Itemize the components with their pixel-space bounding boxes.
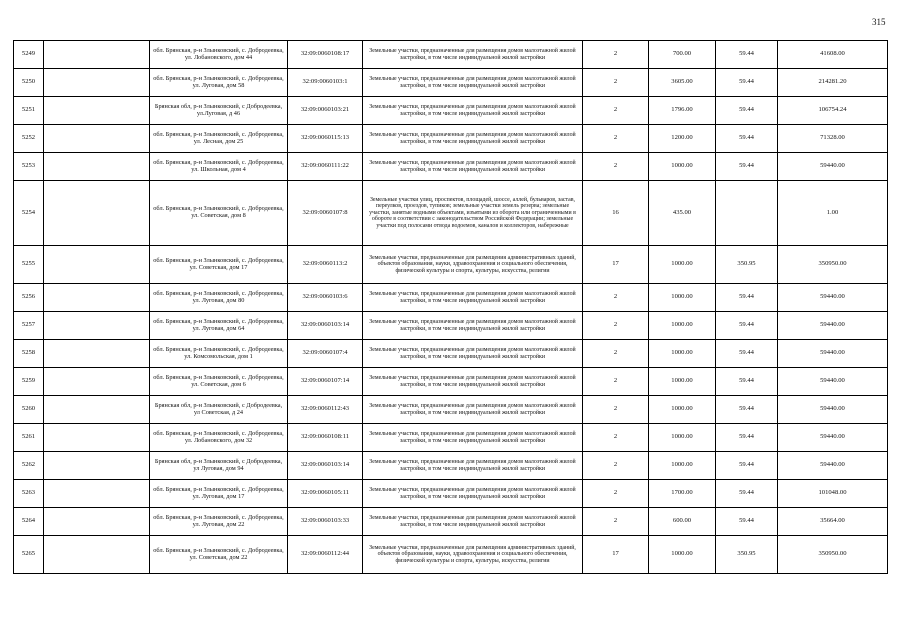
empty-cell [44, 41, 150, 69]
land-use-cell: Земельные участки, предназначенные для размещения домов малоэтажной жилой застройки, в том числе индивидуальной жилой застройки [363, 508, 583, 536]
table-row [14, 181, 888, 246]
row-number-cell: 5249 [14, 41, 44, 69]
area-cell: 700.00 [649, 41, 716, 69]
specific-value-cell: 59.44 [716, 424, 778, 452]
row-number-cell: 5261 [14, 424, 44, 452]
use-group-cell: 2 [583, 480, 649, 508]
area-cell: 1000.00 [649, 153, 716, 181]
use-group-cell: 2 [583, 153, 649, 181]
row-number-cell: 5259 [14, 368, 44, 396]
area-cell: 1000.00 [649, 312, 716, 340]
row-number-cell: 5262 [14, 452, 44, 480]
table-row [14, 424, 888, 452]
row-number-cell: 5264 [14, 508, 44, 536]
empty-cell [44, 246, 150, 284]
cadastral-value-cell: 35664.00 [778, 508, 888, 536]
cadastral-number-cell: 32:09:0060112:44 [288, 536, 363, 574]
specific-value-cell: 59.44 [716, 69, 778, 97]
table-row [14, 69, 888, 97]
row-number-cell: 5256 [14, 284, 44, 312]
table-row [14, 284, 888, 312]
address-cell: обл. Брянская, р-н Злынковский, с. Добродеевка, ул. Советская, дом 6 [150, 368, 288, 396]
area-cell: 1200.00 [649, 125, 716, 153]
land-plot-table [13, 40, 888, 574]
area-cell: 1000.00 [649, 452, 716, 480]
cadastral-value-cell: 59440.00 [778, 424, 888, 452]
cadastral-value-cell: 59440.00 [778, 396, 888, 424]
specific-value-cell: 59.44 [716, 452, 778, 480]
land-use-cell: Земельные участки, предназначенные для размещения домов малоэтажной жилой застройки, в том числе индивидуальной жилой застройки [363, 153, 583, 181]
use-group-cell: 2 [583, 508, 649, 536]
cadastral-value-cell: 59440.00 [778, 312, 888, 340]
use-group-cell: 2 [583, 396, 649, 424]
address-cell: обл. Брянская, р-н Злынковский, с. Добродеевка, ул. Комсомольская, дом 1 [150, 340, 288, 368]
row-number-cell: 5263 [14, 480, 44, 508]
use-group-cell: 2 [583, 284, 649, 312]
cadastral-number-cell: 32:09:0060107:4 [288, 340, 363, 368]
cadastral-number-cell: 32:09:0060105:11 [288, 480, 363, 508]
page-number: 315 [872, 17, 886, 27]
empty-cell [44, 536, 150, 574]
area-cell: 3605.00 [649, 69, 716, 97]
row-number-cell: 5258 [14, 340, 44, 368]
land-use-cell: Земельные участки, предназначенные для размещения домов малоэтажной жилой застройки, в том числе индивидуальной жилой застройки [363, 97, 583, 125]
specific-value-cell: 59.44 [716, 368, 778, 396]
address-cell: обл. Брянская, р-н Злынковский, с. Добродеевка, ул. Советская, дом 8 [150, 181, 288, 246]
empty-cell [44, 284, 150, 312]
use-group-cell: 2 [583, 97, 649, 125]
specific-value-cell: 350.95 [716, 246, 778, 284]
cadastral-number-cell: 32:09:0060103:33 [288, 508, 363, 536]
land-use-cell: Земельные участки, предназначенные для размещения домов малоэтажной жилой застройки, в том числе индивидуальной жилой застройки [363, 41, 583, 69]
cadastral-number-cell: 32:09:0060103:1 [288, 69, 363, 97]
land-use-cell: Земельные участки, предназначенные для размещения административных зданий, объектов образования, науки, здравоохранения и социального обеспечения, физической культуры и спорта, культуры, искусства, религии [363, 246, 583, 284]
area-cell: 1000.00 [649, 536, 716, 574]
address-cell: обл. Брянская, р-н Злынковский, с. Добродеевка, ул. Советская, дом 17 [150, 246, 288, 284]
land-use-cell: Земельные участки, предназначенные для размещения домов малоэтажной жилой застройки, в том числе индивидуальной жилой застройки [363, 125, 583, 153]
cadastral-number-cell: 32:09:0060107:8 [288, 181, 363, 246]
specific-value-cell: 59.44 [716, 153, 778, 181]
row-number-cell: 5257 [14, 312, 44, 340]
row-number-cell: 5250 [14, 69, 44, 97]
use-group-cell: 2 [583, 312, 649, 340]
cadastral-value-cell: 71328.00 [778, 125, 888, 153]
row-number-cell: 5265 [14, 536, 44, 574]
use-group-cell: 2 [583, 452, 649, 480]
cadastral-number-cell: 32:09:0060103:6 [288, 284, 363, 312]
empty-cell [44, 508, 150, 536]
address-cell: обл. Брянская, р-н Злынковский, с. Добродеевка, ул. Школьная, дом 4 [150, 153, 288, 181]
row-number-cell: 5254 [14, 181, 44, 246]
empty-cell [44, 340, 150, 368]
land-use-cell: Земельные участки, предназначенные для размещения домов малоэтажной жилой застройки, в том числе индивидуальной жилой застройки [363, 368, 583, 396]
land-use-cell: Земельные участки, предназначенные для размещения домов малоэтажной жилой застройки, в том числе индивидуальной жилой застройки [363, 452, 583, 480]
address-cell: Брянская обл, р-н Злынковский, с Добродеевка, ул Советская, д 24 [150, 396, 288, 424]
specific-value-cell: 59.44 [716, 97, 778, 125]
cadastral-value-cell: 214281.20 [778, 69, 888, 97]
land-use-cell: Земельные участки, предназначенные для размещения домов малоэтажной жилой застройки, в том числе индивидуальной жилой застройки [363, 340, 583, 368]
cadastral-value-cell: 59440.00 [778, 153, 888, 181]
use-group-cell: 2 [583, 41, 649, 69]
specific-value-cell: 59.44 [716, 312, 778, 340]
cadastral-value-cell: 106754.24 [778, 97, 888, 125]
cadastral-value-cell: 59440.00 [778, 340, 888, 368]
cadastral-number-cell: 32:09:0060115:13 [288, 125, 363, 153]
cadastral-value-cell: 1.00 [778, 181, 888, 246]
cadastral-value-cell: 59440.00 [778, 452, 888, 480]
table-row [14, 312, 888, 340]
address-cell: обл. Брянская, р-н Злынковский, с. Добродеевка, ул. Луговая, дом 80 [150, 284, 288, 312]
area-cell: 1000.00 [649, 396, 716, 424]
cadastral-number-cell: 32:09:0060103:14 [288, 452, 363, 480]
specific-value-cell: 59.44 [716, 508, 778, 536]
empty-cell [44, 69, 150, 97]
area-cell: 1796.00 [649, 97, 716, 125]
specific-value-cell: 59.44 [716, 396, 778, 424]
address-cell: обл. Брянская, р-н Злынковский, с. Добродеевка, ул. Луговая, дом 17 [150, 480, 288, 508]
land-use-cell: Земельные участки, предназначенные для размещения домов малоэтажной жилой застройки, в том числе индивидуальной жилой застройки [363, 69, 583, 97]
cadastral-number-cell: 32:09:0060111:22 [288, 153, 363, 181]
empty-cell [44, 97, 150, 125]
land-use-cell: Земельные участки, предназначенные для размещения домов малоэтажной жилой застройки, в том числе индивидуальной жилой застройки [363, 396, 583, 424]
use-group-cell: 17 [583, 246, 649, 284]
use-group-cell: 17 [583, 536, 649, 574]
land-use-cell: Земельные участки, предназначенные для размещения домов малоэтажной жилой застройки, в том числе индивидуальной жилой застройки [363, 480, 583, 508]
specific-value-cell: 59.44 [716, 480, 778, 508]
cadastral-value-cell: 59440.00 [778, 284, 888, 312]
address-cell: Брянская обл, р-н Злынковский, с Добродеевка, ул.Луговая, д 46 [150, 97, 288, 125]
land-use-cell: Земельные участки, предназначенные для размещения домов малоэтажной жилой застройки, в том числе индивидуальной жилой застройки [363, 312, 583, 340]
use-group-cell: 2 [583, 424, 649, 452]
cadastral-value-cell: 101048.00 [778, 480, 888, 508]
table-row [14, 480, 888, 508]
empty-cell [44, 396, 150, 424]
table-row [14, 508, 888, 536]
row-number-cell: 5252 [14, 125, 44, 153]
table-row [14, 97, 888, 125]
address-cell: обл. Брянская, р-н Злынковский, с. Добродеевка, ул. Лобановского, дом 32 [150, 424, 288, 452]
area-cell: 1000.00 [649, 424, 716, 452]
table-row [14, 452, 888, 480]
address-cell: обл. Брянская, р-н Злынковский, с. Добродеевка, ул. Лобановского, дом 44 [150, 41, 288, 69]
specific-value-cell: 59.44 [716, 41, 778, 69]
table-row [14, 396, 888, 424]
address-cell: обл. Брянская, р-н Злынковский, с. Добродеевка, ул. Луговая, дом 64 [150, 312, 288, 340]
land-use-cell: Земельные участки, предназначенные для размещения домов малоэтажной жилой застройки, в том числе индивидуальной жилой застройки [363, 424, 583, 452]
address-cell: обл. Брянская, р-н Злынковский, с. Добродеевка, ул. Луговая, дом 22 [150, 508, 288, 536]
cadastral-number-cell: 32:09:0060103:21 [288, 97, 363, 125]
use-group-cell: 16 [583, 181, 649, 246]
area-cell: 1000.00 [649, 340, 716, 368]
cadastral-number-cell: 32:09:0060113:2 [288, 246, 363, 284]
area-cell: 435.00 [649, 181, 716, 246]
row-number-cell: 5260 [14, 396, 44, 424]
empty-cell [44, 368, 150, 396]
cadastral-value-cell: 41608.00 [778, 41, 888, 69]
cadastral-number-cell: 32:09:0060112:43 [288, 396, 363, 424]
land-use-cell: Земельные участки улиц, проспектов, площадей, шоссе, аллей, бульваров, застав, переулков, проездов, тупиков; земельные участки земель резерва; земельные участки, занятые водными объектами, изъятыми из оборота или ограниченными в обороте в соответствии с законодательством Российской Федерации; земельные участки под полосами отвода водоемов, каналов и коллекторов, набережные [363, 181, 583, 246]
use-group-cell: 2 [583, 368, 649, 396]
table-row [14, 536, 888, 574]
table-row [14, 340, 888, 368]
table-row [14, 153, 888, 181]
address-cell: Брянская обл, р-н Злынковский, с Добродеевка, ул Луговая, дом 94 [150, 452, 288, 480]
specific-value-cell: 59.44 [716, 125, 778, 153]
cadastral-number-cell: 32:09:0060108:17 [288, 41, 363, 69]
cadastral-number-cell: 32:09:0060107:14 [288, 368, 363, 396]
empty-cell [44, 153, 150, 181]
cadastral-number-cell: 32:09:0060103:14 [288, 312, 363, 340]
empty-cell [44, 452, 150, 480]
cadastral-value-cell: 59440.00 [778, 368, 888, 396]
row-number-cell: 5253 [14, 153, 44, 181]
area-cell: 600.00 [649, 508, 716, 536]
empty-cell [44, 424, 150, 452]
cadastral-value-cell: 350950.00 [778, 536, 888, 574]
row-number-cell: 5255 [14, 246, 44, 284]
empty-cell [44, 125, 150, 153]
table-body [14, 41, 888, 574]
address-cell: обл. Брянская, р-н Злынковский, с. Добродеевка, ул. Советская, дом 22 [150, 536, 288, 574]
empty-cell [44, 181, 150, 246]
specific-value-cell: 350.95 [716, 536, 778, 574]
use-group-cell: 2 [583, 125, 649, 153]
table-row [14, 125, 888, 153]
address-cell: обл. Брянская, р-н Злынковский, с. Добродеевка, ул. Лесная, дом 25 [150, 125, 288, 153]
table-row [14, 246, 888, 284]
area-cell: 1000.00 [649, 368, 716, 396]
area-cell: 1000.00 [649, 246, 716, 284]
area-cell: 1700.00 [649, 480, 716, 508]
table-row [14, 41, 888, 69]
table-row [14, 368, 888, 396]
empty-cell [44, 480, 150, 508]
land-use-cell: Земельные участки, предназначенные для размещения домов малоэтажной жилой застройки, в том числе индивидуальной жилой застройки [363, 284, 583, 312]
use-group-cell: 2 [583, 69, 649, 97]
area-cell: 1000.00 [649, 284, 716, 312]
cadastral-number-cell: 32:09:0060108:11 [288, 424, 363, 452]
empty-cell [44, 312, 150, 340]
land-use-cell: Земельные участки, предназначенные для размещения административных зданий, объектов образования, науки, здравоохранения и социального обеспечения, физической культуры и спорта, культуры, искусства, религии [363, 536, 583, 574]
address-cell: обл. Брянская, р-н Злынковский, с. Добродеевка, ул. Луговая, дом 58 [150, 69, 288, 97]
use-group-cell: 2 [583, 340, 649, 368]
cadastral-value-cell: 350950.00 [778, 246, 888, 284]
specific-value-cell: 59.44 [716, 340, 778, 368]
specific-value-cell [716, 181, 778, 246]
row-number-cell: 5251 [14, 97, 44, 125]
specific-value-cell: 59.44 [716, 284, 778, 312]
